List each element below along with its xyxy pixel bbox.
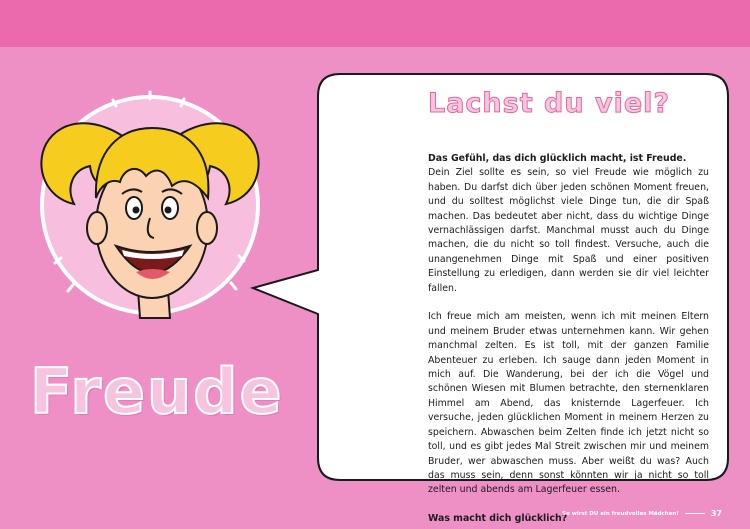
joy-face-illustration: [41, 92, 258, 318]
page-number: 37: [710, 509, 722, 518]
emotion-title: Freude: [30, 355, 284, 428]
lead-sentence: Das Gefühl, das dich glücklich macht, ist Freude.: [428, 153, 687, 164]
paragraph-2: Ich freue mich am meisten, wenn ich mit meinen Eltern und meinem Bruder etwas unternehmen kann. Wir gehen manchmal zelten. Es ist toll, mit der ganzen Familie Abenteuer zu erleben. Ich sauge dann jeden Moment in mich auf. Die Wanderung, bei der ich die Vögel und schönen Wiesen mit Blumen betrachte, den sternenklaren Himmel am Abend, das knisternde Lagerfeuer. Ich versuche, jeden glücklichen Moment in meinem Herzen zu speichern. Abwaschen beim Zelten finde ich jetzt nicht so toll, und es gibt jedes Mal Streit zwischen mir und meinem Bruder, wer abwaschen muss. Aber weißt du was? Auch das muss sein, denn sonst könnten wir ja nicht so toll zelten und abends am Lagerfeuer essen.: [428, 311, 709, 496]
footer-divider: [685, 513, 705, 514]
footer-book-title: So wirst DU ein freudvolles Mädchen!: [562, 510, 679, 517]
paragraph-1: Dein Ziel sollte es sein, so viel Freude wie möglich zu haben. Du darfst dich über jeden schönen Moment freuen, und du solltest möglichst viele Dinge tun, die dir Spaß machen. Das bedeutet aber nicht, dass du wichtige Dinge vernachlässigen darfst. Manchmal musst auch du Dinge machen, die du nicht so toll findest. Versuche, auch die unangenehmen Dinge mit Spaß und einer positiven Einstellung zu erledigen, dann werden sie dir viel leichter fallen.: [428, 167, 709, 294]
paragraph-gap: [428, 296, 709, 310]
bubble-body: [428, 152, 709, 527]
page-footer: [562, 509, 722, 518]
bubble-heading: Lachst du viel?: [428, 88, 671, 119]
closing-question: Was macht dich glücklich?: [428, 513, 568, 525]
